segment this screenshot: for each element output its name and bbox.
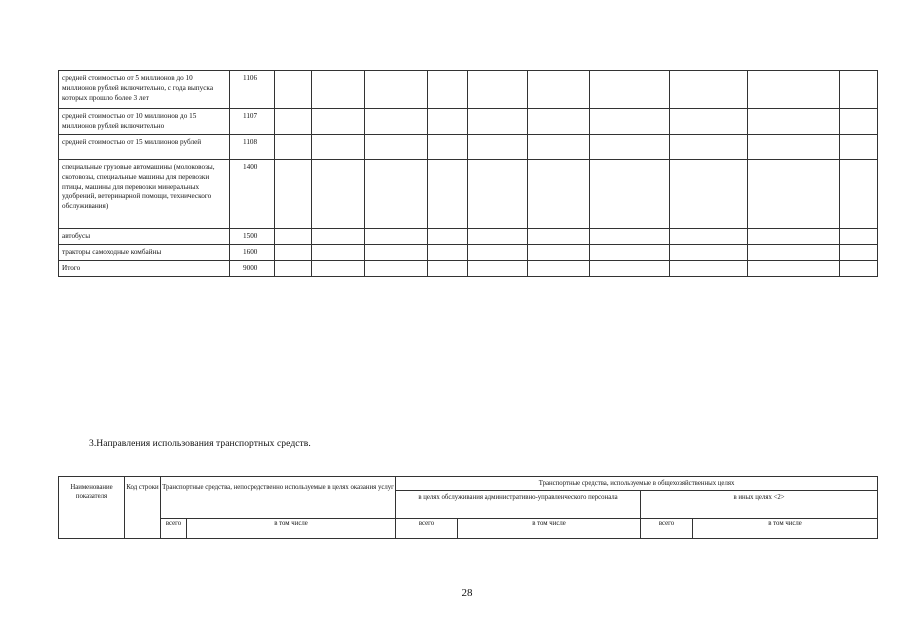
empty-cell xyxy=(528,261,590,277)
empty-cell xyxy=(748,245,840,261)
empty-cell xyxy=(365,160,428,229)
empty-cell xyxy=(590,160,670,229)
empty-cell xyxy=(748,71,840,109)
row-name: средней стоимостью от 10 миллионов до 15 миллионов рублей включительно xyxy=(59,109,230,135)
header-indicator-name: Наименование показателя xyxy=(59,477,125,539)
row-code: 1400 xyxy=(230,160,275,229)
empty-cell xyxy=(670,71,748,109)
empty-cell xyxy=(428,229,468,245)
row-name: специальные грузовые автомашины (молоковозы, скотовозы, специальные машины для перевозки птицы, машины для перевозки минеральных удобрений, ветеринарной помощи, технического обслуживания) xyxy=(59,160,230,229)
header-other-purposes: в иных целях <2> xyxy=(641,491,878,519)
table-row xyxy=(59,229,878,245)
empty-cell xyxy=(365,245,428,261)
header-other-total: всего xyxy=(641,519,693,539)
empty-cell xyxy=(670,135,748,160)
table-row xyxy=(59,71,878,109)
empty-cell xyxy=(365,135,428,160)
empty-cell xyxy=(428,135,468,160)
row-name: средней стоимостью от 5 миллионов до 10 миллионов рублей включительно, с года выпуска которых прошло более 3 лет xyxy=(59,71,230,109)
empty-cell xyxy=(748,135,840,160)
row-code: 1107 xyxy=(230,109,275,135)
usage-directions-table xyxy=(58,476,878,539)
empty-cell xyxy=(275,160,312,229)
empty-cell xyxy=(275,109,312,135)
page-number: 28 xyxy=(461,587,473,599)
empty-cell xyxy=(748,229,840,245)
row-code: 1106 xyxy=(230,71,275,109)
empty-cell xyxy=(428,109,468,135)
row-name: средней стоимостью от 15 миллионов рублей xyxy=(59,135,230,160)
empty-cell xyxy=(468,160,528,229)
empty-cell xyxy=(365,229,428,245)
empty-cell xyxy=(312,229,365,245)
empty-cell xyxy=(468,135,528,160)
empty-cell xyxy=(312,71,365,109)
empty-cell xyxy=(670,261,748,277)
header-row-code: Код строки xyxy=(125,477,161,539)
empty-cell xyxy=(528,71,590,109)
row-code: 9000 xyxy=(230,261,275,277)
table-row xyxy=(59,109,878,135)
empty-cell xyxy=(528,109,590,135)
empty-cell xyxy=(528,135,590,160)
empty-cell xyxy=(275,261,312,277)
empty-cell xyxy=(590,245,670,261)
header-direct-including: в том числе xyxy=(187,519,396,539)
empty-cell xyxy=(528,245,590,261)
empty-cell xyxy=(840,261,878,277)
empty-cell xyxy=(275,229,312,245)
empty-cell xyxy=(590,229,670,245)
empty-cell xyxy=(468,71,528,109)
empty-cell xyxy=(275,135,312,160)
section-title: 3.Направления использования транспортных средств. xyxy=(89,438,311,449)
empty-cell xyxy=(528,229,590,245)
empty-cell xyxy=(528,160,590,229)
empty-cell xyxy=(312,109,365,135)
empty-cell xyxy=(428,160,468,229)
empty-cell xyxy=(840,109,878,135)
empty-cell xyxy=(468,109,528,135)
row-name: автобусы xyxy=(59,229,230,245)
empty-cell xyxy=(590,261,670,277)
empty-cell xyxy=(312,261,365,277)
empty-cell xyxy=(428,71,468,109)
empty-cell xyxy=(670,160,748,229)
transport-table xyxy=(58,70,878,277)
empty-cell xyxy=(840,229,878,245)
header-general-use: Транспортные средства, используемые в общехозяйственных целях xyxy=(396,477,878,491)
row-name: тракторы самоходные комбайны xyxy=(59,245,230,261)
empty-cell xyxy=(748,160,840,229)
row-code: 1600 xyxy=(230,245,275,261)
empty-cell xyxy=(840,245,878,261)
empty-cell xyxy=(840,71,878,109)
table-row xyxy=(59,261,878,277)
empty-cell xyxy=(428,245,468,261)
empty-cell xyxy=(468,229,528,245)
empty-cell xyxy=(312,160,365,229)
row-code: 1500 xyxy=(230,229,275,245)
empty-cell xyxy=(840,160,878,229)
empty-cell xyxy=(840,135,878,160)
table-row xyxy=(59,245,878,261)
header-other-including: в том числе xyxy=(693,519,878,539)
empty-cell xyxy=(312,135,365,160)
table-row xyxy=(59,135,878,160)
header-direct-total: всего xyxy=(161,519,187,539)
empty-cell xyxy=(590,109,670,135)
empty-cell xyxy=(670,109,748,135)
row-code: 1108 xyxy=(230,135,275,160)
header-admin-staff: в целях обслуживания административно-управленческого персонала xyxy=(396,491,641,519)
header-admin-including: в том числе xyxy=(458,519,641,539)
empty-cell xyxy=(365,261,428,277)
empty-cell xyxy=(365,71,428,109)
empty-cell xyxy=(312,245,365,261)
empty-cell xyxy=(670,229,748,245)
empty-cell xyxy=(275,245,312,261)
empty-cell xyxy=(275,71,312,109)
table-row xyxy=(59,160,878,229)
empty-cell xyxy=(590,71,670,109)
empty-cell xyxy=(748,261,840,277)
empty-cell xyxy=(748,109,840,135)
empty-cell xyxy=(428,261,468,277)
empty-cell xyxy=(670,245,748,261)
header-admin-total: всего xyxy=(396,519,458,539)
row-name: Итого xyxy=(59,261,230,277)
header-direct-use: Транспортные средства, непосредственно используемые в целях оказания услуг xyxy=(161,477,396,519)
empty-cell xyxy=(468,245,528,261)
empty-cell xyxy=(468,261,528,277)
empty-cell xyxy=(590,135,670,160)
empty-cell xyxy=(365,109,428,135)
